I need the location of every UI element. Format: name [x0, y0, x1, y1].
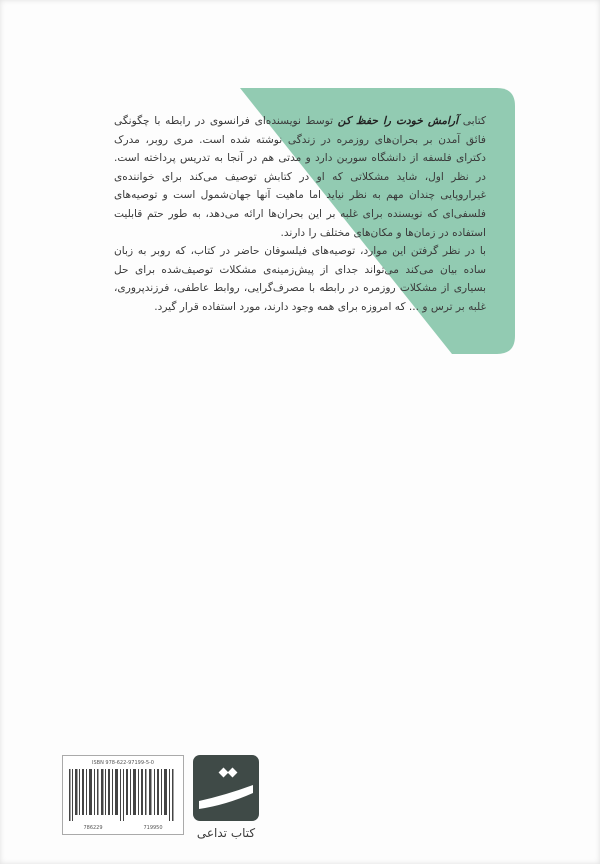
blurb-body: توسط نویسنده‌ای فرانسوی در رابطه با چگونگی فائق آمدن بر بحران‌های روزمره در زندگی نوشته شده است. مری روبر، مدرک دکترای فلسفه از دانشگاه سوربن دارد و مدتی هم در آنجا به تدریس پرداخته است. در نظر اول، شاید مشکلاتی که او در کتابش توصیف می‌کند برای خواننده‌ی غیراروپایی چندان مهم به نظر نیاید اما ماهیت آنها جهان‌شمول است و توصیه‌های فلسفی‌ای که نویسنده برای غلبه بر این بحران‌ها ارائه می‌دهد، به طور حتم قابلیت استفاده در زمان‌ها و مکان‌های مختلف را دارند.	[114, 115, 486, 239]
isbn-text: ISBN 978-622-97199-5-0	[92, 760, 154, 766]
barcode-digits	[63, 825, 183, 831]
book-title: آرامش خودت را حفظ کن	[337, 115, 459, 127]
publisher-logo	[193, 755, 259, 821]
publisher-logo-icon	[193, 755, 259, 821]
barcode	[62, 755, 184, 835]
blurb-paragraph-2: با در نظر گرفتن این موارد، توصیه‌های فیلسوفان حاضر در کتاب، که روبر به زبان ساده بیان می‌کند می‌تواند جدای از پیش‌زمینه‌ی مشکلات توصیف‌شده برای حل بسیاری از مشکلات روزمره در رابطه با مصرف‌گرایی، روابط عاطفی، فرزندپروری، غلبه بر ترس و ... که امروزه برای همه وجود دارند، مورد استفاده قرار گیرد.	[114, 245, 486, 313]
blurb-paragraph-1	[114, 112, 486, 242]
barcode-right-digits: 719950	[143, 825, 163, 831]
barcode-left-digits: 786229	[83, 825, 103, 831]
blurb-prefix: کتابی	[458, 115, 486, 127]
blurb-text	[114, 112, 486, 317]
publisher-name: کتاب تداعی	[196, 826, 256, 840]
barcode-bars	[67, 769, 177, 821]
